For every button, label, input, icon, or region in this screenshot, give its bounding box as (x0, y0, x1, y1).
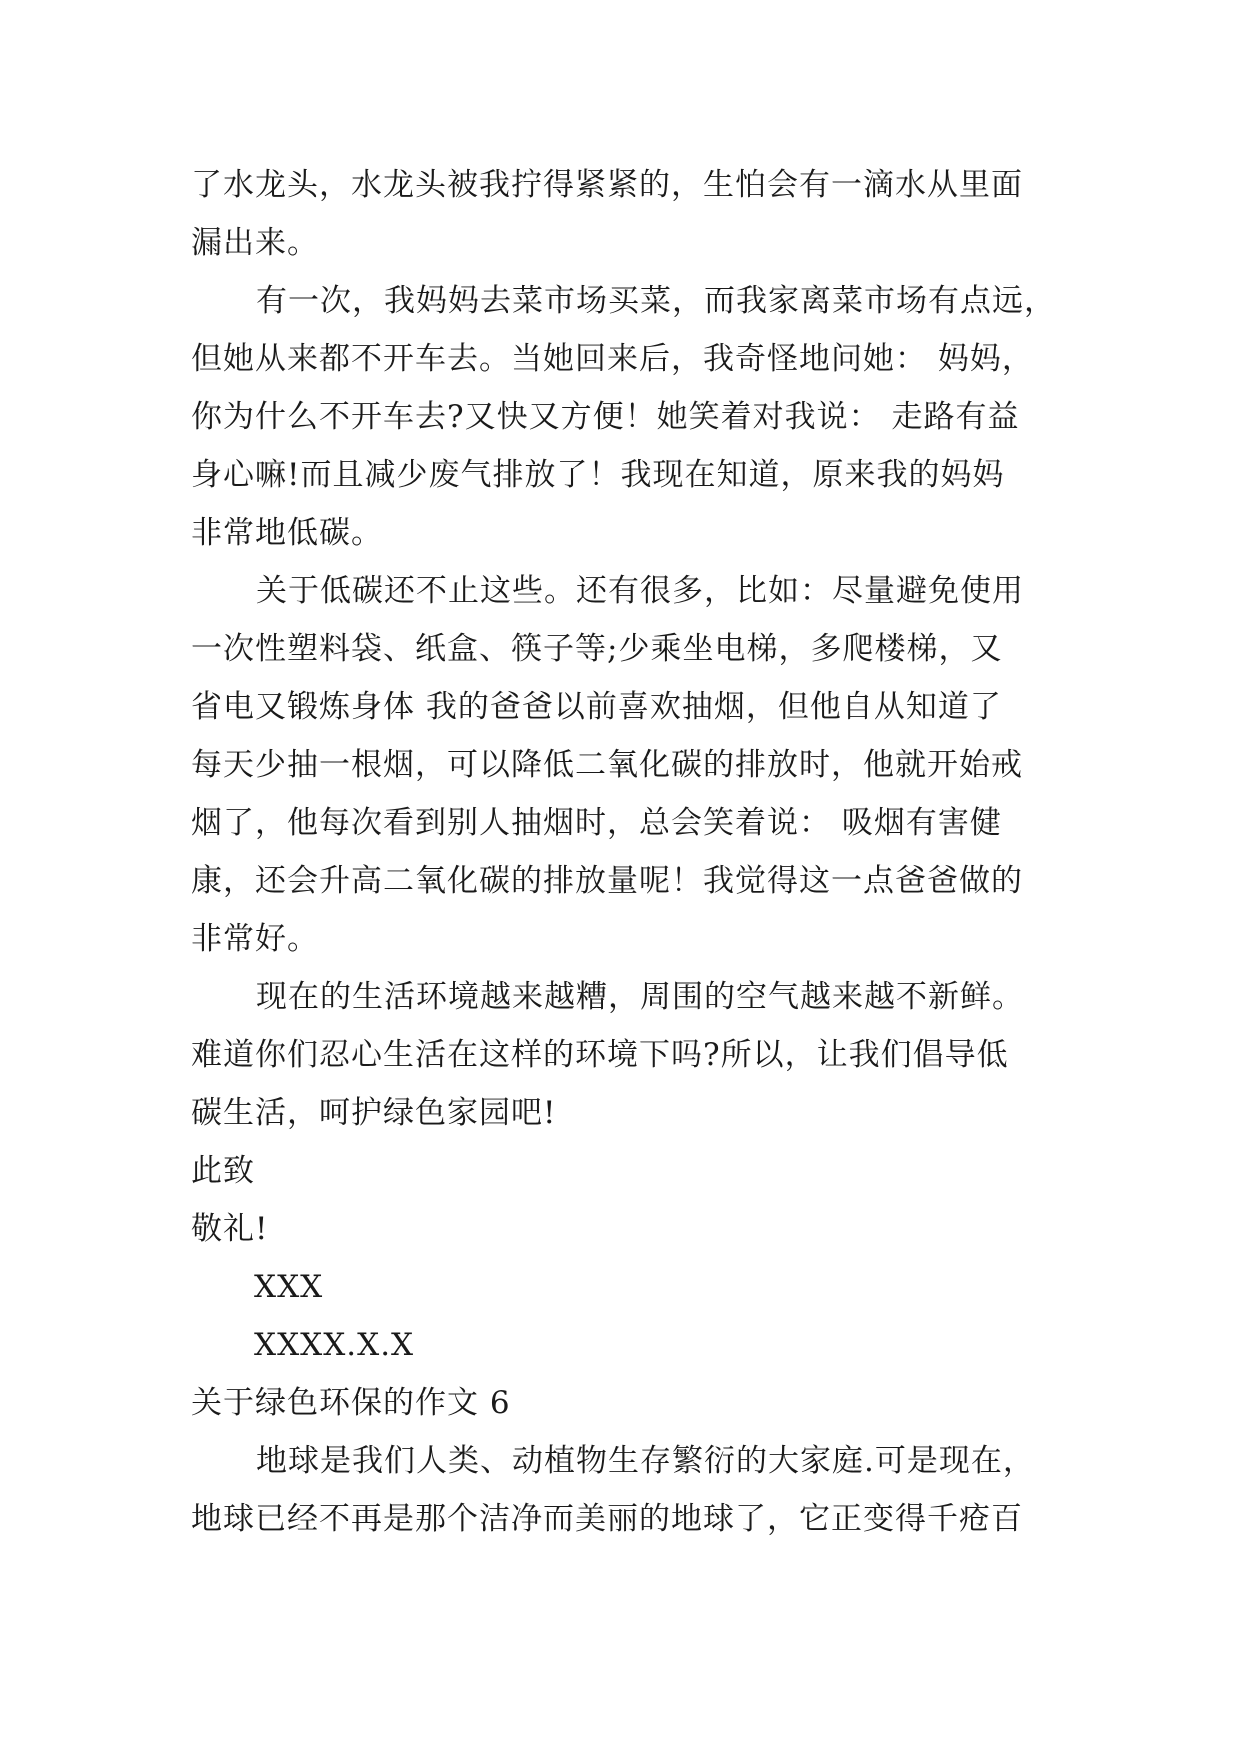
text-line: 漏出来。 (191, 225, 319, 261)
signature-name: XXX (254, 1269, 324, 1305)
text-line: 了水龙头，水龙头被我拧得紧紧的，生怕会有一滴水从里面 (191, 167, 1023, 203)
text-line: 每天少抽一根烟，可以降低二氧化碳的排放时，他就开始戒 (191, 747, 1023, 783)
closing-line: 此致 (191, 1153, 255, 1189)
section-heading: 关于绿色环保的作文 6 (191, 1385, 511, 1421)
text-line: 难道你们忍心生活在这样的环境下吗?所以，让我们倡导低 (191, 1037, 1009, 1073)
text-line: 你为什么不开车去?又快又方便！她笑着对我说： 走路有益 (191, 399, 1020, 435)
text-line: 烟了，他每次看到别人抽烟时，总会笑着说： 吸烟有害健 (191, 805, 1002, 841)
text-line: 康，还会升高二氧化碳的排放量呢！我觉得这一点爸爸做的 (191, 863, 1023, 899)
text-line: 非常好。 (191, 921, 319, 957)
paragraph-first-line: 有一次，我妈妈去菜市场买菜，而我家离菜市场有点远， (256, 283, 1056, 319)
paragraph-first-line: 关于低碳还不止这些。还有很多，比如：尽量避免使用 (256, 573, 1024, 609)
paragraph-first-line: 地球是我们人类、动植物生存繁衍的大家庭.可是现在， (256, 1443, 1035, 1479)
text-line: 碳生活，呵护绿色家园吧! (191, 1095, 557, 1131)
text-line: 一次性塑料袋、纸盒、筷子等;少乘坐电梯，多爬楼梯，又 (191, 631, 1003, 667)
text-line: 身心嘛!而且减少废气排放了！我现在知道，原来我的妈妈 (191, 457, 1005, 493)
text-line: 但她从来都不开车去。当她回来后，我奇怪地问她： 妈妈， (191, 341, 1034, 377)
paragraph-first-line: 现在的生活环境越来越糟，周围的空气越来越不新鲜。 (256, 979, 1024, 1015)
text-line: 省电又锻炼身体 我的爸爸以前喜欢抽烟，但他自从知道了 (191, 689, 1002, 725)
text-line: 非常地低碳。 (191, 515, 383, 551)
text-line: 地球已经不再是那个洁净而美丽的地球了，它正变得千疮百 (191, 1501, 1023, 1537)
signature-date: XXXX.X.X (254, 1327, 415, 1363)
closing-salutation: 敬礼! (191, 1211, 269, 1247)
